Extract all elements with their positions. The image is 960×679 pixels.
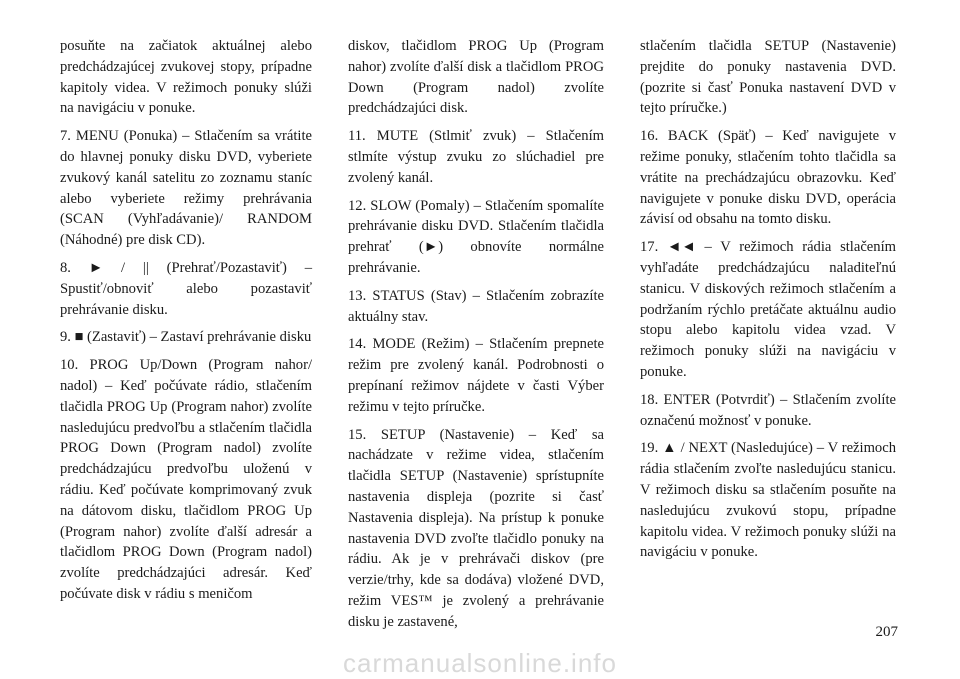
paragraph: stlačením tlačidla SETUP (Nastavenie) prejdite do ponuky nastavenia DVD. (pozrite si časť Ponuka nastavení DVD v tejto príručke.) <box>640 38 896 117</box>
paragraph: 10. PROG Up/Down (Program nahor/ nadol) – Keď počúvate rádio, stlačením tlačidla PROG Up (Program nahor) zvolíte nasledujúcu predvoľbu a stlačením tlačidla PROG Down (Program nadol) zvolíte predchádzajúcu predvoľbu uloženú v rádiu. Keď počúvate komprimovaný zvuk na dátovom disku, tlačidlom PROG Up (Program nahor) zvolíte ďalší adresár a tlačidlom PROG Down (Program nadol) zvolíte predchádzajúci adresár. Keď počúvate disk v rádiu s meničom <box>60 357 312 602</box>
paragraph: 15. SETUP (Nastavenie) – Keď sa nachádzate v režime videa, stlačením tlačidla SETUP (Nastavenie) sprístupníte nastavenia displeja (pozrite si časť Nastavenia displeja). Na prístup k ponuke nastavenia DVD zvoľte tlačidlo ponuky na rádiu. Ak je v prehrávači diskov (pre verzie/trhy, kde sa dodáva) vložené DVD, režim VES™ je zvolený a prehrávanie disku je zastavené, <box>348 426 604 630</box>
paragraph: 8. ► / || (Prehrať/Pozastaviť) – Spustiť/obnoviť alebo pozastaviť prehrávanie disku. <box>60 259 312 318</box>
paragraph: 16. BACK (Späť) – Keď navigujete v režime ponuky, stlačením tohto tlačidla sa vrátite na prechádzajúcu obrazovku. Keď navigujete v ponuke disku DVD, operácia závisí od obsahu na tomto disku. <box>640 128 896 228</box>
paragraph: 18. ENTER (Potvrdiť) – Stlačením zvolíte označenú možnosť v ponuke. <box>640 391 896 429</box>
paragraph: diskov, tlačidlom PROG Up (Program nahor) zvolíte ďalší disk a tlačidlom PROG Down (Program nadol) zvolíte predchádzajúci disk. <box>348 38 604 117</box>
paragraph: 19. ▲ / NEXT (Nasledujúce) – V režimoch rádia stlačením zvoľte nasledujúcu stanicu. V režimoch disku sa stlačením posuňte na nasledujúcu zvukovú stopu, prípadne kapitolu videa. V režimoch ponuky slúži na navigáciu v ponuke. <box>640 440 896 561</box>
paragraph: 11. MUTE (Stlmiť zvuk) – Stlačením stlmíte výstup zvuku zo slúchadiel pre zvolený kanál. <box>348 128 604 186</box>
paragraph: 7. MENU (Ponuka) – Stlačením sa vrátite do hlavnej ponuky disku DVD, vyberiete zvukový kanál satelitu zo zoznamu staníc alebo vyberiete režimy prehrávania (SCAN (Vyhľadávanie)/ RANDOM (Náhodné) pre disk CD). <box>60 128 312 249</box>
paragraph: posuňte na začiatok aktuálnej alebo predchádzajúcej zvukovej stopy, prípadne kapitoly videa. V režimoch ponuky slúži na navigáciu v ponuke. <box>60 38 312 117</box>
page-number: 207 <box>875 624 898 640</box>
text-column-right <box>640 36 896 570</box>
text-column-middle <box>348 36 604 640</box>
paragraph: 9. ■ (Zastaviť) – Zastaví prehrávanie disku <box>60 329 312 346</box>
paragraph: 13. STATUS (Stav) – Stlačením zobrazíte aktuálny stav. <box>348 287 604 325</box>
paragraph: 14. MODE (Režim) – Stlačením prepnete režim pre zvolený kanál. Podrobnosti o prepínaní režimov nájdete v časti Výber režimu v tejto príručke. <box>348 336 604 415</box>
text-column-left <box>60 36 312 612</box>
paragraph: 12. SLOW (Pomaly) – Stlačením spomalíte prehrávanie disku DVD. Stlačením tlačidla prehrať (►) obnovíte normálne prehrávanie. <box>348 197 604 276</box>
watermark: carmanualsonline.info <box>343 648 617 678</box>
paragraph: 17. ◄◄ – V režimoch rádia stlačením vyhľadáte predchádzajúcu naladiteľnú stanicu. V diskových režimoch stlačením a podržaním rýchlo pretáčate aktuálnu audio stopu alebo kapitolu videa vzad. V režimoch ponuky slúži na navigáciu v ponuke. <box>640 239 896 380</box>
